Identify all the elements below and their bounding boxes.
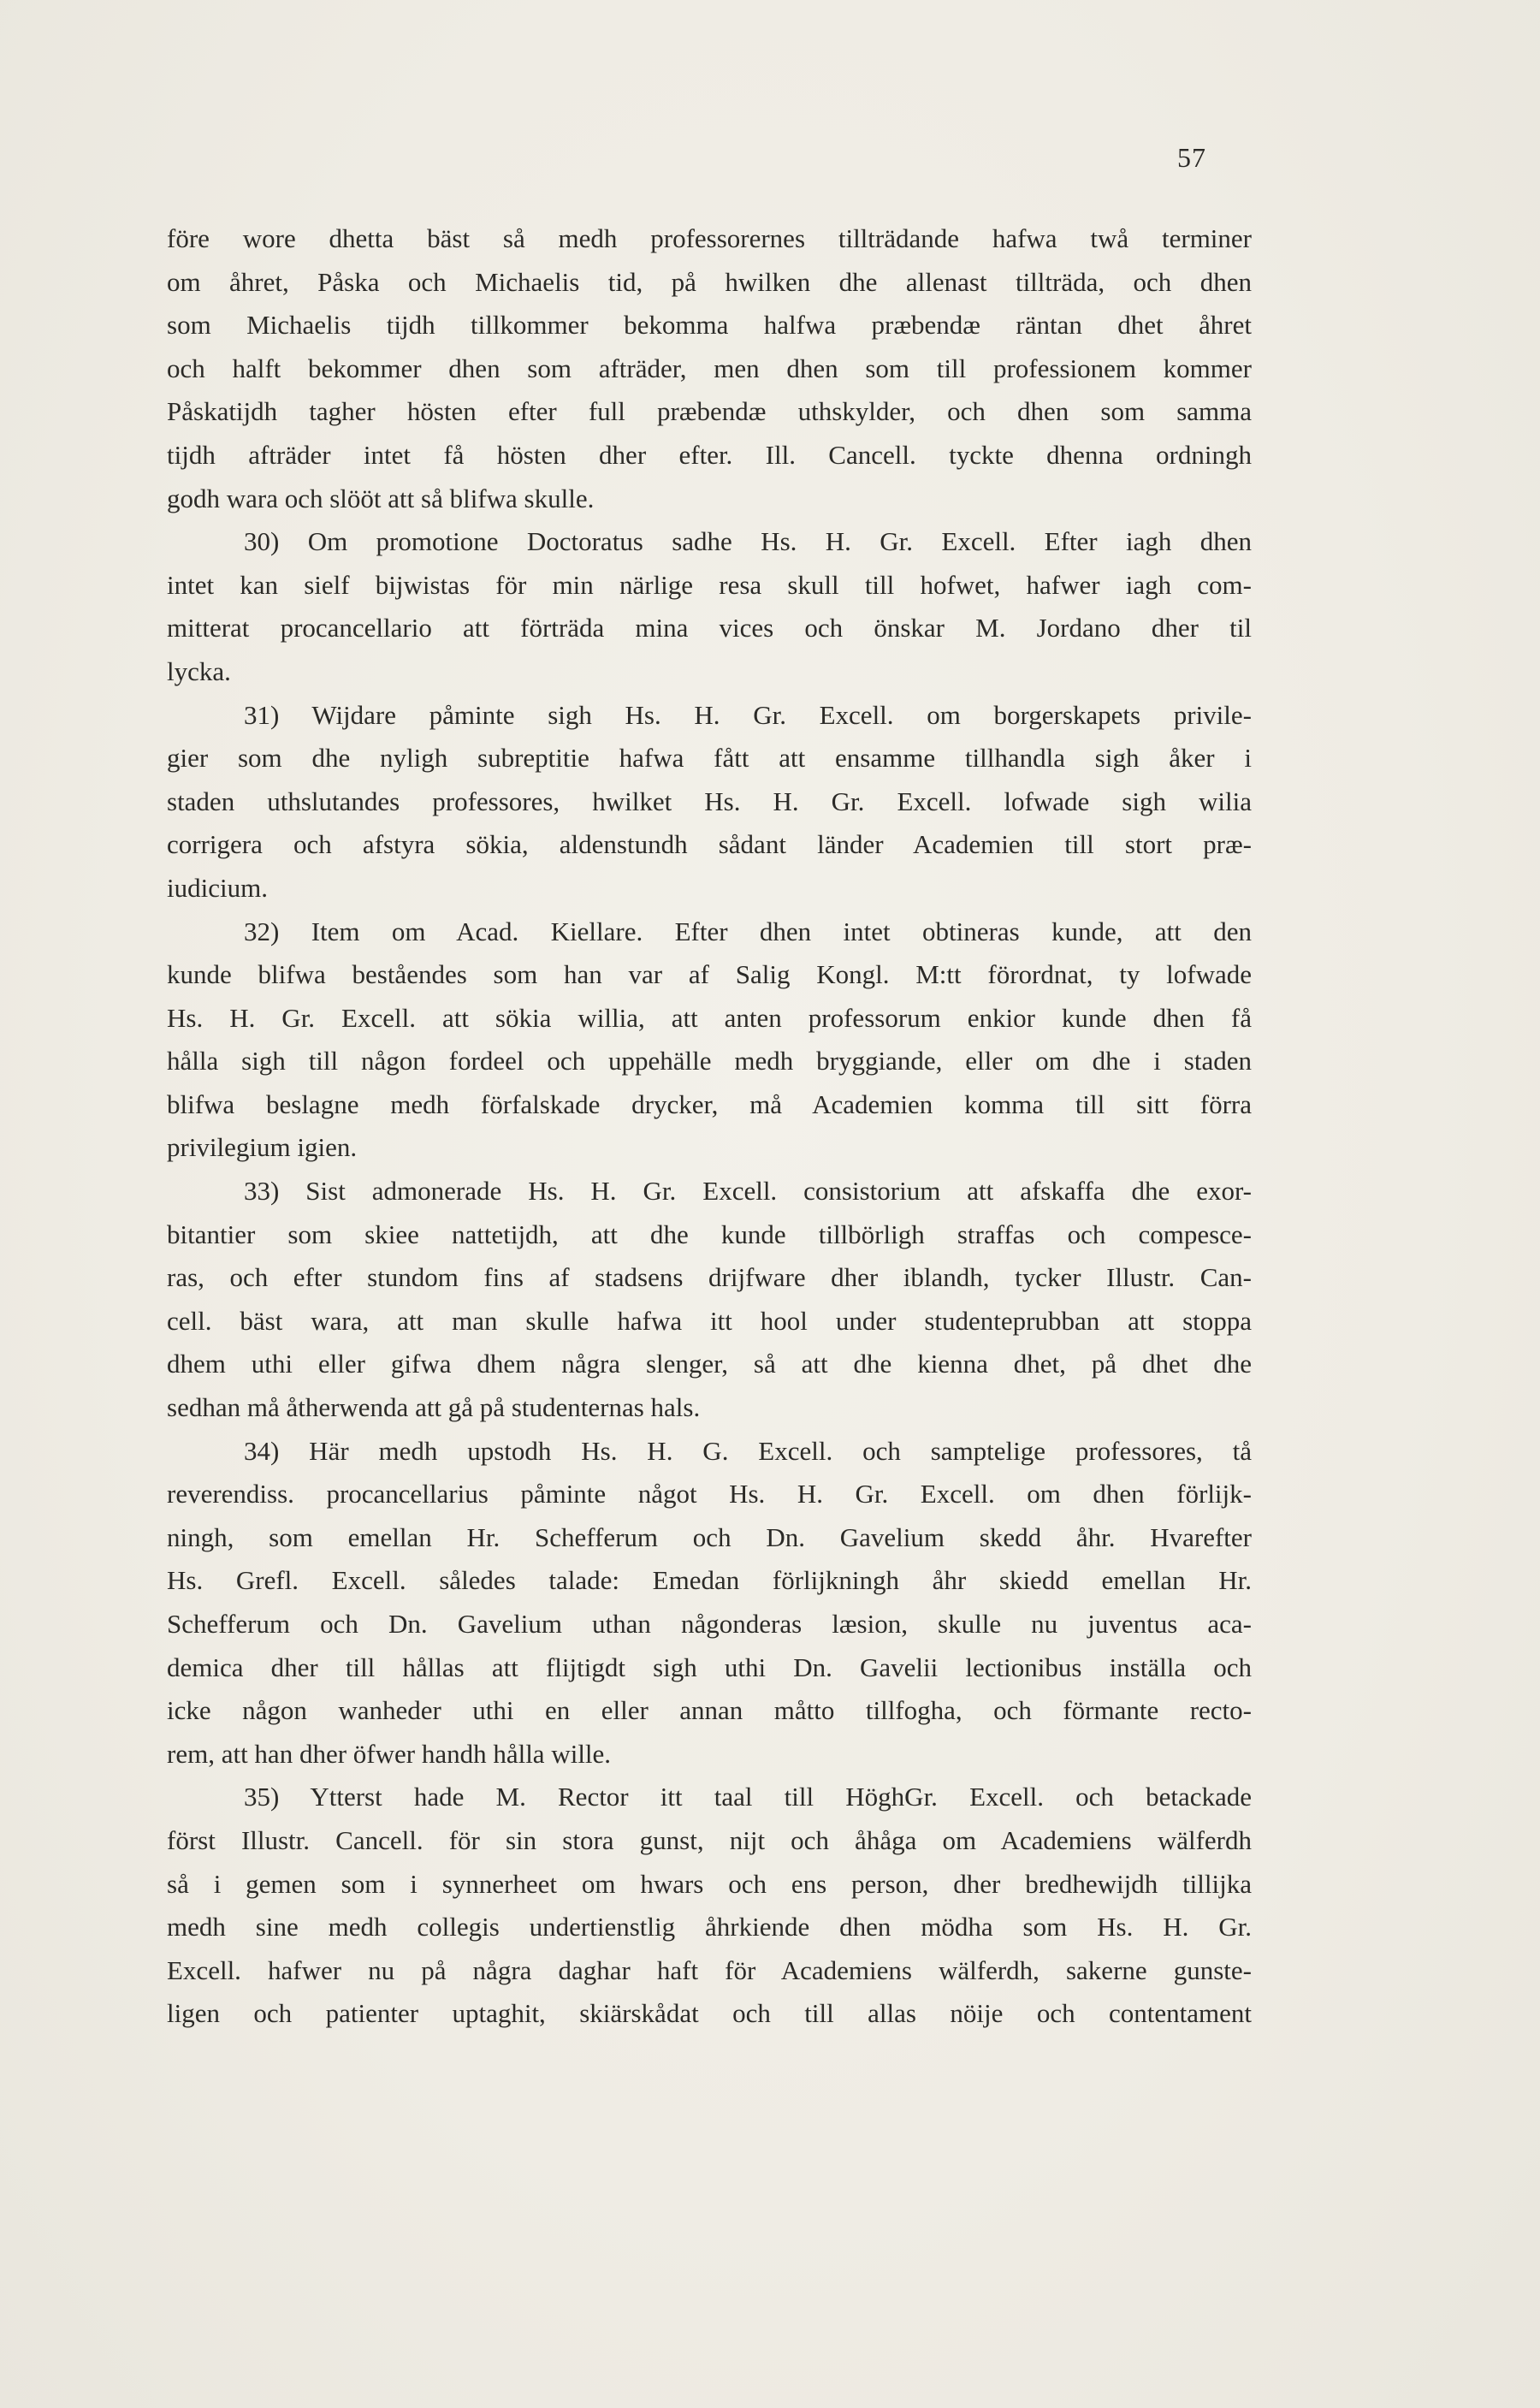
text-line: reverendiss. procancellarius påminte något Hs. H. Gr. Excell. om dhen förlijk-: [167, 1479, 1252, 1509]
text-line: Hs. H. Gr. Excell. att sökia willia, att anten professorum enkior kunde dhen få: [167, 1002, 1252, 1033]
text-line: och halft bekommer dhen som afträder, men dhen som till professionem kommer: [167, 353, 1252, 383]
text-line: ras, och efter stundom fins af stadsens drijfware dher iblandh, tycker Illustr. Can-: [167, 1262, 1252, 1293]
text-line: cell. bäst wara, att man skulle hafwa itt hool under studenteprubban att stoppa: [167, 1305, 1252, 1336]
text-line: om åhret, Påska och Michaelis tid, på hwilken dhe allenast tillträda, och dhen: [167, 266, 1252, 297]
text-line: rem, att han dher öfwer handh hålla wille.: [167, 1738, 612, 1769]
text-line: sedhan må åtherwenda att gå på studenternas hals.: [167, 1392, 701, 1423]
text-line: Påskatijdh tagher hösten efter full præbendæ uthskylder, och dhen som samma: [167, 396, 1252, 427]
text-line: dhem uthi eller gifwa dhem några slenger, så att dhe kienna dhet, på dhet dhe: [167, 1349, 1252, 1379]
text-line: staden uthslutandes professores, hwilket Hs. H. Gr. Excell. lofwade sigh wilia: [167, 786, 1252, 816]
text-line: Excell. hafwer nu på några daghar haft för Academiens wälferdh, sakerne gunste-: [167, 1954, 1252, 1985]
text-line: intet kan sielf bijwistas för min närlige resa skull till hofwet, hafwer iagh com-: [167, 569, 1252, 600]
text-line: tijdh afträder intet få hösten dher efter. Ill. Cancell. tyckte dhenna ordningh: [167, 439, 1252, 470]
text-line: icke någon wanheder uthi en eller annan måtto tillfogha, och förmante recto-: [167, 1695, 1252, 1726]
text-line: 31) Wijdare påminte sigh Hs. H. Gr. Excell. om borgerskapets privile-: [244, 699, 1252, 730]
text-line: corrigera och afstyra sökia, aldenstundh sådant länder Academien till stort præ-: [167, 829, 1252, 860]
text-line: 34) Här medh upstodh Hs. H. G. Excell. och samptelige professores, tå: [244, 1435, 1252, 1466]
text-line: så i gemen som i synnerheet om hwars och ens person, dher bredhewijdh tillijka: [167, 1868, 1252, 1899]
page-number: 57: [1177, 142, 1206, 173]
text-line: kunde blifwa beståendes som han var af Salig Kongl. M:tt förordnat, ty lofwade: [167, 959, 1252, 990]
text-line: blifwa beslagne medh förfalskade drycker, må Academien komma till sitt förra: [167, 1088, 1252, 1119]
text-line: lycka.: [167, 655, 231, 686]
text-line: medh sine medh collegis undertienstlig åhrkiende dhen mödha som Hs. H. Gr.: [167, 1912, 1252, 1942]
text-line: 30) Om promotione Doctoratus sadhe Hs. H. Gr. Excell. Efter iagh dhen: [244, 526, 1252, 557]
text-line: Hs. Grefl. Excell. således talade: Emedan förlijkningh åhr skiedd emellan Hr.: [167, 1565, 1252, 1596]
text-line: mitterat procancellario att förträda mina vices och önskar M. Jordano dher til: [167, 613, 1252, 644]
text-line: 35) Ytterst hade M. Rector itt taal till HöghGr. Excell. och betackade: [244, 1782, 1252, 1812]
text-line: Schefferum och Dn. Gavelium uthan någonderas læsion, skulle nu juventus aca-: [167, 1609, 1252, 1639]
text-line: demica dher till hållas att flijtigdt sigh uthi Dn. Gavelii lectionibus inställa och: [167, 1652, 1252, 1682]
text-line: gier som dhe nyligh subreptitie hafwa fått att ensamme tillhandla sigh åker i: [167, 743, 1252, 774]
text-line: ligen och patienter uptaghit, skiärskådat och till allas nöije och contentament: [167, 1998, 1252, 2029]
text-line: först Illustr. Cancell. för sin stora gunst, nijt och åhåga om Academiens wälferdh: [167, 1824, 1252, 1855]
text-line: privilegium igien.: [167, 1132, 358, 1163]
text-line: hålla sigh till någon fordeel och uppehälle medh bryggiande, eller om dhe i staden: [167, 1046, 1252, 1076]
text-line: som Michaelis tijdh tillkommer bekomma halfwa præbendæ räntan dhet åhret: [167, 310, 1252, 341]
text-line: ningh, som emellan Hr. Schefferum och Dn. Gavelium skedd åhr. Hvarefter: [167, 1521, 1252, 1552]
text-line: godh wara och slööt att så blifwa skulle.: [167, 483, 595, 513]
text-line: före wore dhetta bäst så medh professorernes tillträdande hafwa twå terminer: [167, 223, 1252, 253]
text-line: 33) Sist admonerade Hs. H. Gr. Excell. consistorium att afskaffa dhe exor-: [244, 1176, 1252, 1207]
text-line: iudicium.: [167, 872, 268, 903]
text-line: bitantier som skiee nattetijdh, att dhe kunde tillbörligh straffas och compesce-: [167, 1219, 1252, 1249]
body-text: [167, 217, 1252, 2036]
text-line: 32) Item om Acad. Kiellare. Efter dhen intet obtineras kunde, att den: [244, 916, 1252, 946]
